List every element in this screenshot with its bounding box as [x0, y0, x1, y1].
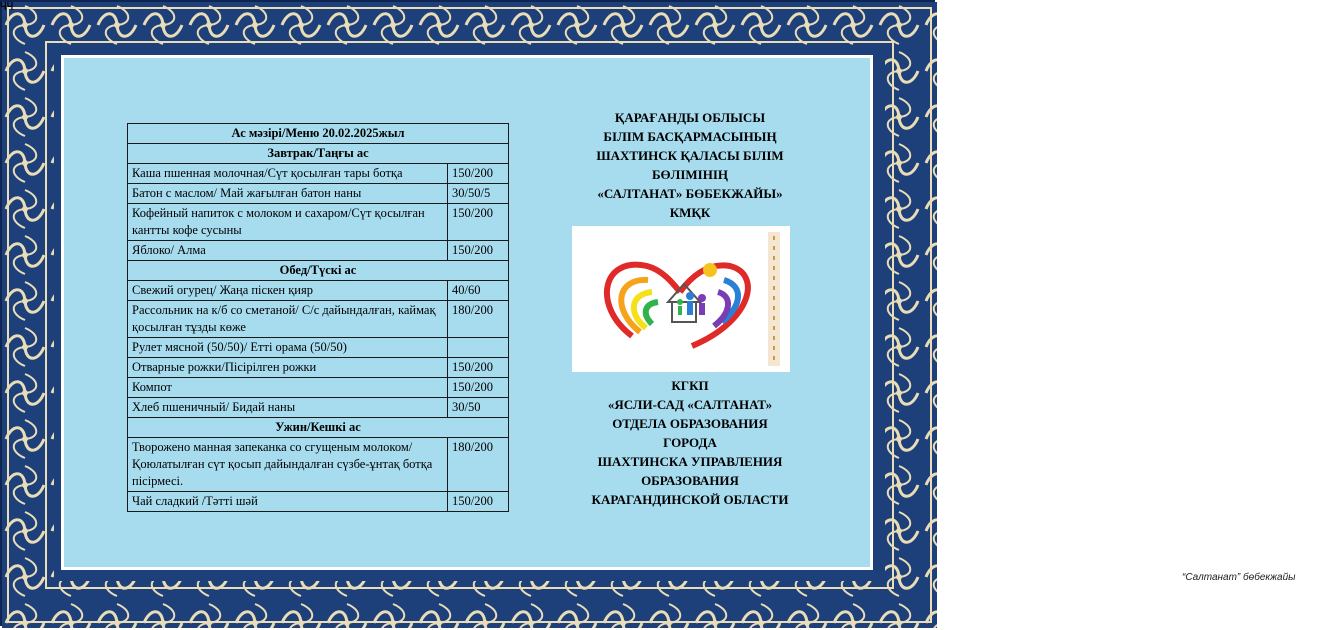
section-heading-row	[128, 418, 509, 438]
menu-title-row	[128, 124, 509, 144]
org-kz-line: ШАХТИНСК ҚАЛАСЫ БІЛІМ	[596, 148, 784, 163]
menu-item-name: Творожено манная запеканка со сгущеным молоком/ Қоюлатылған сүт қосып дайындалған сүзбе-ұнтақ ботқа пісірмесі.	[128, 438, 448, 492]
menu-item-amount: 150/200	[448, 164, 509, 184]
menu-item-name: Яблоко/ Алма	[128, 241, 448, 261]
menu-item-row	[128, 241, 509, 261]
heart-house-family-logo-icon	[572, 226, 790, 372]
menu-item-amount: 180/200	[448, 438, 509, 492]
menu-item-row	[128, 204, 509, 241]
org-kz-line: БӨЛІМІНІҢ	[651, 167, 729, 182]
menu-table	[127, 123, 509, 512]
menu-item-name: Свежий огурец/ Жаңа піскен қияр	[128, 281, 448, 301]
menu-item-name: Чай сладкий /Тәтті шәй	[128, 492, 448, 512]
menu-item-row	[128, 438, 509, 492]
menu-item-amount: 150/200	[448, 204, 509, 241]
org-kz-line: «САЛТАНАТ» БӨБЕКЖАЙЫ»	[597, 186, 783, 201]
section-heading: Ужин/Кешкі ас	[128, 418, 509, 438]
section-heading: Обед/Түскі ас	[128, 261, 509, 281]
org-ru-line: ОТДЕЛА ОБРАЗОВАНИЯ	[612, 416, 768, 431]
menu-item-row	[128, 184, 509, 204]
menu-item-amount: 40/60	[448, 281, 509, 301]
section-heading-row	[128, 261, 509, 281]
menu-item-name: Отварные рожки/Пісірілген рожки	[128, 358, 448, 378]
menu-item-amount: 30/50	[448, 398, 509, 418]
menu-item-row	[128, 492, 509, 512]
menu-item-name: Рассольник на к/б со сметаной/ С/с дайындалған, каймақ қосылған тұзды көже	[128, 301, 448, 338]
menu-item-row	[128, 398, 509, 418]
menu-item-amount: 150/200	[448, 378, 509, 398]
corner-mark: ЧЧ	[0, 0, 14, 13]
menu-item-name: Батон с маслом/ Май жағылған батон наны	[128, 184, 448, 204]
menu-item-amount: 150/200	[448, 358, 509, 378]
org-ru-line: КАРАГАНДИНСКОЙ ОБЛАСТИ	[591, 492, 789, 507]
menu-title: Ас мәзірі/Меню 20.02.2025жыл	[128, 124, 509, 144]
menu-item-row	[128, 164, 509, 184]
menu-item-row	[128, 301, 509, 338]
org-ru-line: КГКП	[671, 378, 709, 393]
menu-item-amount: 180/200	[448, 301, 509, 338]
org-name-russian	[560, 376, 820, 509]
menu-item-amount: 150/200	[448, 492, 509, 512]
org-kz-line: КМҚК	[669, 205, 711, 220]
menu-item-name: Рулет мясной (50/50)/ Етті орама (50/50)	[128, 338, 448, 358]
menu-item-amount: 30/50/5	[448, 184, 509, 204]
org-name-kazakh	[560, 108, 820, 222]
org-ru-line: «ЯСЛИ-САД «САЛТАНАТ»	[607, 397, 773, 412]
section-heading-row	[128, 144, 509, 164]
menu-item-row	[128, 378, 509, 398]
org-kz-line: БІЛІМ БАСҚАРМАСЫНЫҢ	[603, 129, 777, 144]
menu-item-row	[128, 281, 509, 301]
menu-item-name: Хлеб пшеничный/ Бидай наны	[128, 398, 448, 418]
section-heading: Завтрак/Таңғы ас	[128, 144, 509, 164]
menu-item-amount	[448, 338, 509, 358]
org-ru-line: ОБРАЗОВАНИЯ	[641, 473, 739, 488]
menu-item-row	[128, 338, 509, 358]
org-ru-line: ШАХТИНСКА УПРАВЛЕНИЯ	[597, 454, 783, 469]
logo-caption: “Салтанат” бөбекжайы	[1182, 572, 1296, 583]
org-ru-line: ГОРОДА	[663, 435, 717, 450]
menu-item-name: Кофейный напиток с молоком и сахаром/Сүт қосылған кантты кофе сусыны	[128, 204, 448, 241]
menu-item-amount: 150/200	[448, 241, 509, 261]
org-kz-line: ҚАРАҒАНДЫ ОБЛЫСЫ	[614, 110, 766, 125]
menu-item-name: Компот	[128, 378, 448, 398]
menu-item-name: Каша пшенная молочная/Сүт қосылған тары ботқа	[128, 164, 448, 184]
menu-item-row	[128, 358, 509, 378]
